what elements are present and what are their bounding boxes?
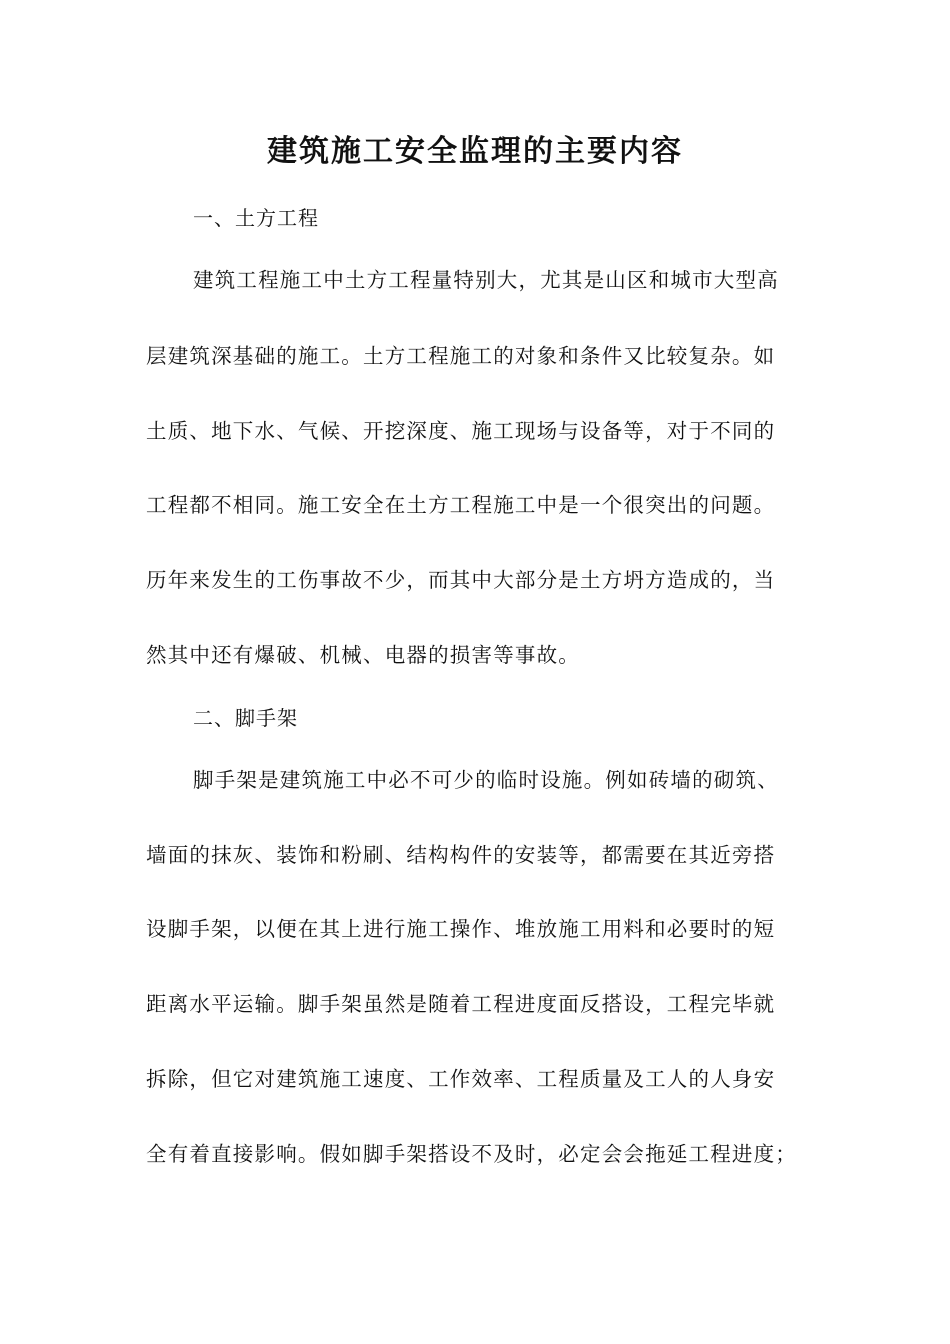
paragraph-line: 土质、地下水、气候、开挖深度、施工现场与设备等，对于不同的: [146, 419, 776, 443]
paragraph-line: 拆除，但它对建筑施工速度、工作效率、工程质量及工人的人身安: [146, 1067, 776, 1091]
paragraph-line: 墙面的抹灰、装饰和粉刷、结构构件的安装等，都需要在其近旁搭: [146, 843, 776, 867]
section-heading-earthwork: 一、土方工程: [193, 206, 319, 230]
paragraph-line: 全有着直接影响。假如脚手架搭设不及时，必定会会拖延工程进度；: [146, 1142, 797, 1166]
paragraph-line: 工程都不相同。施工安全在土方工程施工中是一个很突出的问题。: [146, 493, 776, 517]
paragraph-line: 历年来发生的工伤事故不少，而其中大部分是土方坍方造成的，当: [146, 568, 776, 592]
section-heading-scaffolding: 二、脚手架: [193, 706, 298, 730]
paragraph-line: 距离水平运输。脚手架虽然是随着工程进度面反搭设，工程完毕就: [146, 992, 776, 1016]
paragraph-line: 建筑工程施工中土方工程量特别大，尤其是山区和城市大型高: [193, 268, 779, 292]
paragraph-line: 设脚手架，以便在其上进行施工操作、堆放施工用料和必要时的短: [146, 917, 776, 941]
paragraph-line: 然其中还有爆破、机械、电器的损害等事故。: [146, 643, 580, 667]
document-title: 建筑施工安全监理的主要内容: [267, 134, 683, 169]
paragraph-line: 层建筑深基础的施工。土方工程施工的对象和条件又比较复杂。如: [146, 344, 776, 368]
paragraph-line: 脚手架是建筑施工中必不可少的临时设施。例如砖墙的砌筑、: [193, 768, 779, 792]
